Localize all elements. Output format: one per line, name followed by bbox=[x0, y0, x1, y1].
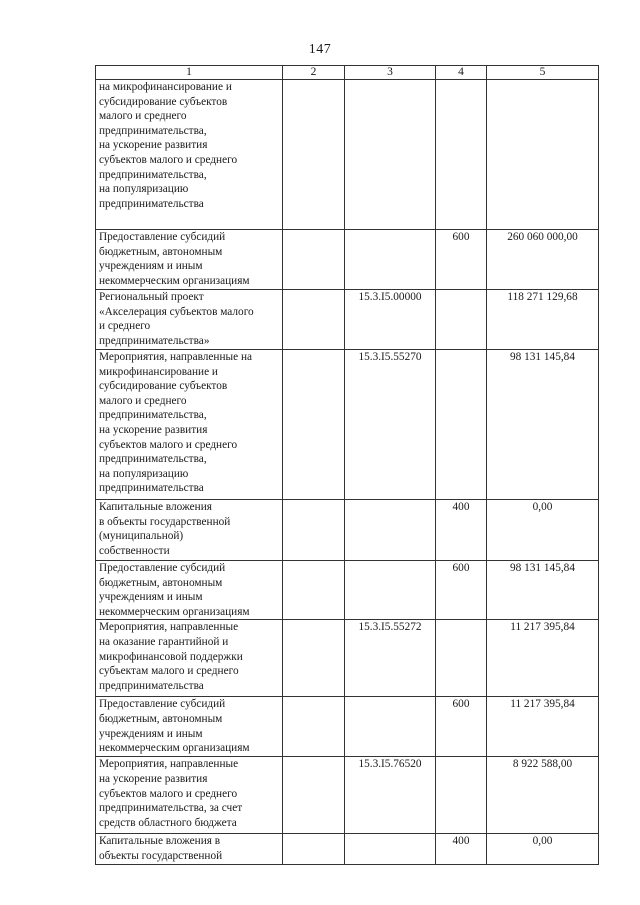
row-name: Предоставление субсидий бюджетным, автономным учреждениям и иным некоммерческим организациям bbox=[99, 562, 250, 618]
row-col2-cell bbox=[283, 350, 345, 500]
row-amount-cell bbox=[487, 80, 599, 230]
row-code-cell bbox=[345, 80, 436, 230]
row-name: Предоставление субсидий бюджетным, автономным учреждениям и иным некоммерческим организациям bbox=[99, 698, 250, 755]
row-amount-cell: 11 217 395,84 bbox=[487, 620, 599, 697]
row-col2-cell bbox=[283, 697, 345, 757]
table-row bbox=[96, 290, 599, 350]
row-amount-cell: 118 271 129,68 bbox=[487, 290, 599, 350]
table-row bbox=[96, 561, 599, 620]
row-amount-cell: 0,00 bbox=[487, 500, 599, 561]
row-name-cell bbox=[96, 561, 283, 620]
column-header-5: 5 bbox=[487, 66, 599, 80]
row-name-cell bbox=[96, 350, 283, 500]
row-col2-cell bbox=[283, 834, 345, 865]
table-row bbox=[96, 834, 599, 865]
row-code-cell: 15.3.I5.00000 bbox=[345, 290, 436, 350]
table-row bbox=[96, 757, 599, 834]
row-name: Мероприятия, направленные на микрофинансирование и субсидирование субъектов малого и среднего предпринимательства, на ускорение развития субъектов малого и среднего предпринимательства, на популяризацию предпринимательства bbox=[99, 351, 253, 495]
row-type-cell bbox=[436, 620, 487, 697]
row-name-cell bbox=[96, 290, 283, 350]
table-row bbox=[96, 500, 599, 561]
row-name-cell bbox=[96, 500, 283, 561]
row-col2-cell bbox=[283, 561, 345, 620]
row-name: на микрофинансирование и субсидирование субъектов малого и среднего предпринимательства, на ускорение развития субъектов малого и среднего предпринимательства, на популяризацию предпринимательства bbox=[99, 81, 238, 210]
row-col2-cell bbox=[283, 757, 345, 834]
row-name: Предоставление субсидий бюджетным, автономным учреждениям и иным некоммерческим организациям bbox=[99, 231, 250, 287]
row-amount-cell: 98 131 145,84 bbox=[487, 350, 599, 500]
row-amount-cell: 0,00 bbox=[487, 834, 599, 865]
column-header-2: 2 bbox=[283, 66, 345, 80]
row-amount-cell: 8 922 588,00 bbox=[487, 757, 599, 834]
row-name-cell bbox=[96, 620, 283, 697]
column-header-4: 4 bbox=[436, 66, 487, 80]
table-row bbox=[96, 620, 599, 697]
row-code-cell: 15.3.I5.55270 bbox=[345, 350, 436, 500]
row-code-cell bbox=[345, 561, 436, 620]
row-type-cell bbox=[436, 80, 487, 230]
row-code-cell bbox=[345, 697, 436, 757]
row-code-cell: 15.3.I5.76520 bbox=[345, 757, 436, 834]
row-col2-cell bbox=[283, 620, 345, 697]
row-name: Региональный проект «Акселерация субъектов малого и среднего предпринимательства» bbox=[99, 291, 254, 347]
column-header-1: 1 bbox=[96, 66, 283, 80]
table-row bbox=[96, 80, 599, 230]
row-name: Капитальные вложения в объекты государственной bbox=[99, 835, 223, 862]
row-code-cell bbox=[345, 230, 436, 290]
row-name-cell bbox=[96, 697, 283, 757]
row-code-cell bbox=[345, 500, 436, 561]
row-type-cell: 600 bbox=[436, 230, 487, 290]
row-amount-cell: 98 131 145,84 bbox=[487, 561, 599, 620]
row-name: Капитальные вложения в объекты государственной (муниципальной) собственности bbox=[99, 501, 231, 557]
row-name-cell bbox=[96, 834, 283, 865]
row-type-cell: 400 bbox=[436, 834, 487, 865]
table-row bbox=[96, 350, 599, 500]
row-col2-cell bbox=[283, 500, 345, 561]
row-code-cell bbox=[345, 834, 436, 865]
row-name-cell bbox=[96, 757, 283, 834]
row-name-cell bbox=[96, 80, 283, 230]
table-row bbox=[96, 230, 599, 290]
page-number: 147 bbox=[308, 42, 332, 57]
row-amount-cell: 260 060 000,00 bbox=[487, 230, 599, 290]
row-col2-cell bbox=[283, 230, 345, 290]
row-name-cell bbox=[96, 230, 283, 290]
row-type-cell: 600 bbox=[436, 561, 487, 620]
row-col2-cell bbox=[283, 290, 345, 350]
row-type-cell bbox=[436, 290, 487, 350]
row-type-cell: 400 bbox=[436, 500, 487, 561]
table-header-row bbox=[96, 66, 599, 80]
row-code-cell: 15.3.I5.55272 bbox=[345, 620, 436, 697]
row-col2-cell bbox=[283, 80, 345, 230]
row-type-cell bbox=[436, 757, 487, 834]
row-name: Мероприятия, направленные на оказание гарантийной и микрофинансовой поддержки субъектам малого и среднего предпринимательства bbox=[99, 621, 243, 692]
budget-table bbox=[95, 65, 599, 865]
table-row bbox=[96, 697, 599, 757]
column-header-3: 3 bbox=[345, 66, 436, 80]
row-name: Мероприятия, направленные на ускорение развития субъектов малого и среднего предпринимательства, за счет средств областного бюджета bbox=[99, 758, 243, 829]
row-amount-cell: 11 217 395,84 bbox=[487, 697, 599, 757]
row-type-cell: 600 bbox=[436, 697, 487, 757]
row-type-cell bbox=[436, 350, 487, 500]
